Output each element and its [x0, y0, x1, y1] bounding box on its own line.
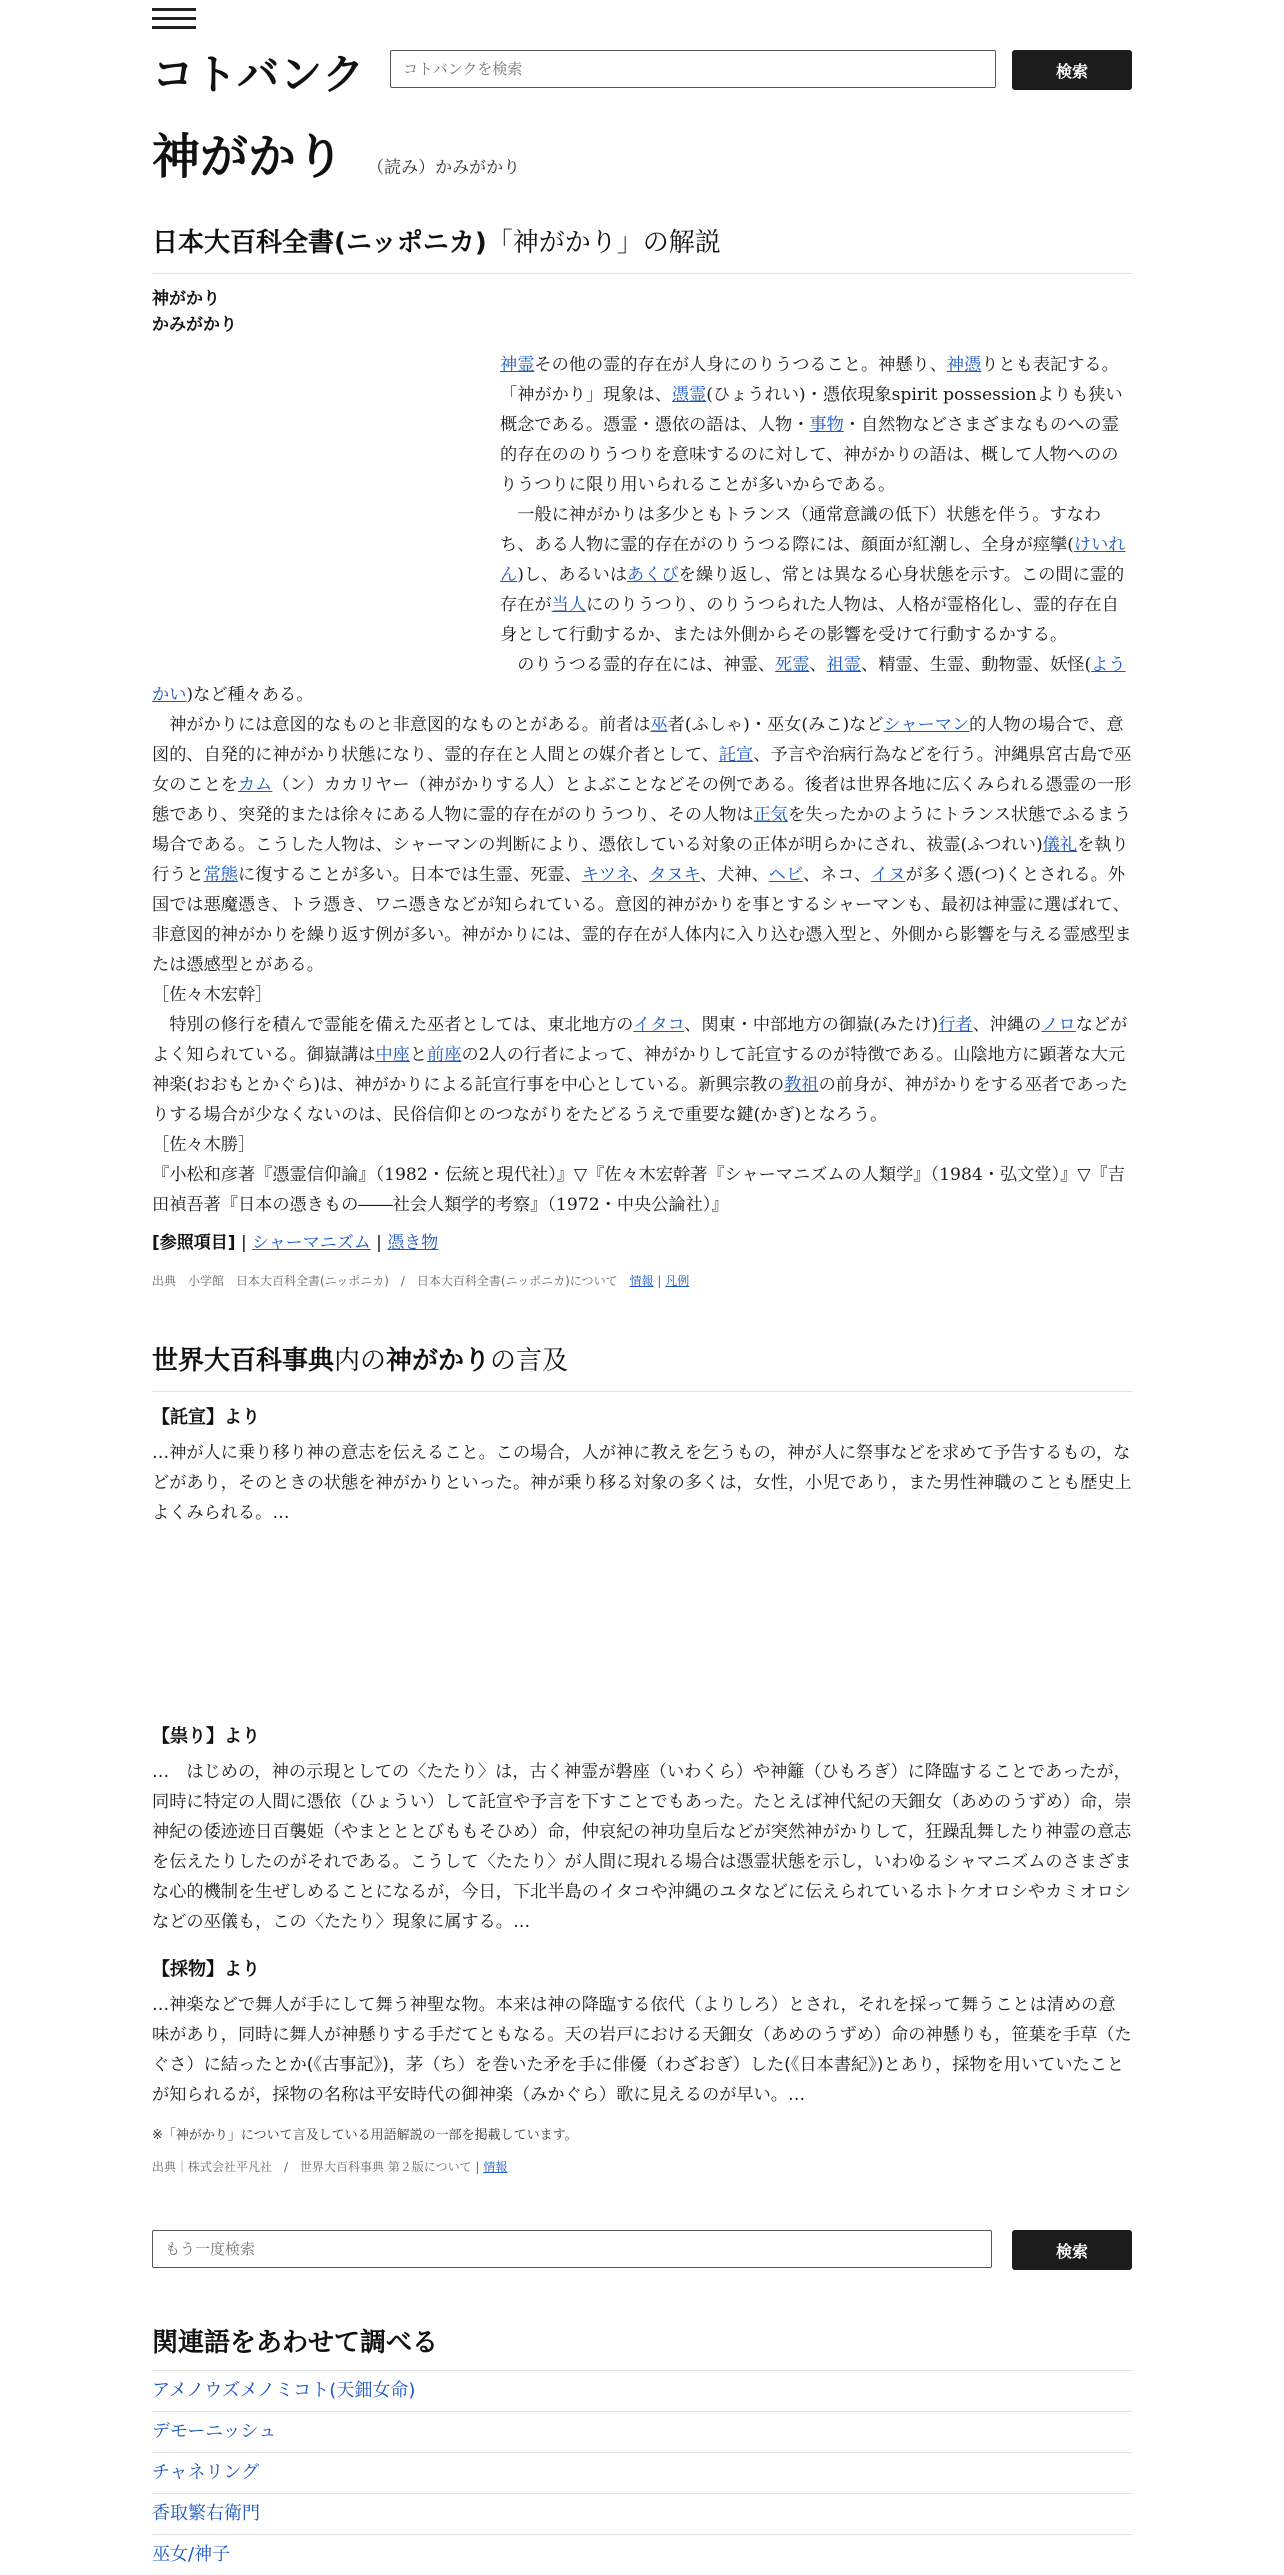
text-segment: 、: [809, 655, 827, 675]
nipponica-heading: [152, 222, 1132, 274]
mention-note: ※「神がかり」について言及している用語解説の一部を掲載しています。: [152, 2128, 578, 2143]
inline-term-link[interactable]: タヌキ: [649, 865, 700, 885]
heibonsha-heading-source: 世界大百科事典: [152, 1346, 335, 1376]
related-item: [152, 2452, 1132, 2493]
text-segment: 、精霊、生霊、動物霊、妖怪(: [861, 655, 1092, 675]
inline-term-link[interactable]: 教祖: [784, 1075, 819, 1095]
nipponica-article: [152, 350, 1132, 1220]
inline-term-link[interactable]: 常態: [203, 865, 238, 885]
inline-term-link[interactable]: キツネ: [581, 865, 632, 885]
text-segment: などがよく知られている。御嶽講は: [152, 1015, 1128, 1065]
bottom-search-input[interactable]: [152, 2230, 992, 2268]
related-link[interactable]: チャネリング: [152, 2462, 260, 2483]
text-segment: （ン）カカリヤー（神がかりする人）とよぶことなどその例である。後者は世界各地に広くみられる憑霊の一形態であり、突発的または徐々にある人物に霊的存在がのりうつり、その人物は: [152, 775, 1132, 825]
search-button[interactable]: 検索: [1012, 50, 1132, 90]
source-legend-link[interactable]: 凡例: [665, 1274, 690, 1288]
quote-text: …神楽などで舞人が手にして舞う神聖な物。本来は神の降臨する依代（よりしろ）とされ，それを採って舞うことは清めの意味があり，同時に舞人が神懸りする手だてともなる。天の岩戸における天鈿女（あめのうずめ）命の神懸りも，笹葉を手草（たぐさ）に結ったとか(《古事記》)，茅（ち）を巻いた矛を手に俳優（わざおぎ）した(《日本書紀》)とあり，採物を用いていたことが知られるが，採物の名称は平安時代の御神楽（みかぐら）歌に見えるのが早い。…: [152, 1995, 1132, 2105]
inline-term-link[interactable]: あくび: [627, 565, 679, 585]
inline-term-link[interactable]: 死霊: [775, 655, 810, 675]
heibonsha-source: [152, 2158, 507, 2175]
text-segment: 、沖縄の: [972, 1015, 1042, 1035]
source-text: 出典｜株式会社平凡社 / 世界大百科事典 第２版について |: [152, 2160, 480, 2174]
inline-term-link[interactable]: シャーマン: [883, 715, 970, 735]
nipponica-heading-source: 日本大百科全書(ニッポニカ): [152, 228, 487, 258]
inline-term-link[interactable]: 行者: [938, 1015, 973, 1035]
menu-icon[interactable]: [152, 8, 196, 32]
text-segment: の2人の行者によって、神がかりして託宣するのが特徴である。山陰地方に顕著な大元神楽(おおもとかぐら)は、神がかりによる託宣行事を中心としている。新興宗教の: [152, 1045, 1126, 1095]
inline-term-link[interactable]: 正気: [753, 805, 788, 825]
article-paragraph: [152, 710, 1132, 980]
quote-text: …神が人に乗り移り神の意志を伝えること。この場合，人が神に教えを乞うもの，神が人に祭事などを求めて予告するもの，などがあり，そのときの状態を神がかりといった。神が乗り移る対象の多くは，女性，小児であり，また男性神職のことも歴史上よくみられる。…: [152, 1443, 1132, 1523]
inline-term-link[interactable]: 託宣: [718, 745, 754, 765]
text-segment: 、犬神、: [700, 865, 769, 885]
inline-term-link[interactable]: 神憑: [946, 355, 982, 375]
text-segment: 一般に神がかりは多少ともトランス（通常意識の低下）状態を伴う。すなわち、ある人物に霊的存在がのりうつる際には、顔面が紅潮し、全身が痙攣(: [500, 505, 1102, 555]
text-segment: と: [409, 1045, 428, 1065]
text-segment: りとも表記する。「神がかり」現象は、: [500, 355, 1119, 405]
page-title-row: [152, 118, 520, 187]
heibonsha-heading-term: 神がかり: [386, 1346, 491, 1376]
text-segment: 的人物の場合で、意図的、自発的に神がかり状態になり、霊的存在と人間との媒介者として、: [152, 715, 1124, 765]
text-segment: にのりうつり、のりうつられた人物は、人格が霊格化し、霊的存在自身として行動するか、または外側からその影響を受けて行動するかする。: [500, 595, 1119, 645]
reference-link[interactable]: 憑き物: [387, 1233, 439, 1253]
quote-heading[interactable]: 【祟り】より: [152, 1726, 260, 1747]
author-signature: ［佐々木勝］: [152, 1135, 256, 1155]
inline-term-link[interactable]: カム: [237, 775, 273, 795]
entry-term-word: 神がかり: [152, 289, 220, 309]
text-segment: その他の霊的存在が人身にのりうつること。神懸り、: [534, 355, 947, 375]
heibonsha-heading-mid: 内の: [334, 1346, 387, 1376]
text-segment: 、ネコ、: [802, 865, 872, 885]
inline-term-link[interactable]: ようかい: [152, 655, 1126, 705]
related-item: [152, 2370, 1132, 2411]
site-logo[interactable]: コトバンク: [152, 50, 366, 99]
related-link[interactable]: 巫女/神子: [152, 2544, 231, 2565]
inline-term-link[interactable]: イヌ: [871, 865, 906, 885]
inline-term-link[interactable]: 事物: [809, 415, 844, 435]
related-link[interactable]: 香取繁右衛門: [152, 2503, 260, 2524]
related-link[interactable]: アメノウズメノミコト(天鈿女命): [152, 2380, 416, 2401]
source-text: 出典 小学館 日本大百科全書(ニッポニカ) / 日本大百科全書(ニッポニカ)について: [152, 1274, 618, 1288]
reference-label: [参照項目]: [152, 1233, 236, 1253]
text-segment: 特別の修行を積んで霊能を備えた巫者としては、東北地方の: [152, 1015, 634, 1035]
search-input[interactable]: [390, 50, 996, 88]
inline-term-link[interactable]: ヘビ: [768, 865, 803, 885]
quote-heading[interactable]: 【採物】より: [152, 1959, 260, 1980]
inline-term-link[interactable]: ノロ: [1041, 1015, 1076, 1035]
related-heading: 関連語をあわせて調べる: [152, 2328, 439, 2358]
inline-term-link[interactable]: けいれん: [500, 535, 1126, 585]
text-segment: 、予言や治病行為などを行う。沖縄県宮古島で巫女のことを: [152, 745, 1132, 795]
text-segment: のりうつる霊的存在には、神霊、: [500, 655, 776, 675]
nipponica-source: 出典 小学館 日本大百科全書(ニッポニカ) / 日本大百科全書(ニッポニカ)について 情報 | 凡例: [152, 1274, 690, 1288]
reference-items: [参照項目] | シャーマニズム | 憑き物: [152, 1233, 439, 1253]
text-segment: ・自然物などさまざまなものへの霊的存在ののりうつりを意味するのに対して、神がかりの語は、概して人物へののりうつりに限り用いられることが多いからである。: [500, 415, 1119, 495]
author-signature: ［佐々木宏幹］: [152, 985, 273, 1005]
text-segment: 神がかりには意図的なものと非意図的なものとがある。前者は: [152, 715, 651, 735]
text-segment: に復することが多い。日本では生霊、死霊、: [237, 865, 582, 885]
page-title: 神がかり: [152, 129, 345, 185]
related-item: [152, 2411, 1132, 2452]
text-segment: が多く憑(つ)くとされる。外国では悪魔憑き、トラ憑き、ワニ憑きなどが知られている。意図的神がかりを事とするシャーマンも、最初は神霊に選ばれて、非意図的神がかりを繰り返す例が多い。神がかりには、霊的存在が人体内に入り込む憑入型と、外側から影響を与える霊感型または憑感型とがある。: [152, 865, 1132, 975]
text-segment: 者(ふしゃ)・巫女(みこ)など: [667, 715, 884, 735]
inline-term-link[interactable]: 当人: [551, 595, 586, 615]
bottom-search-button[interactable]: 検索: [1012, 2230, 1132, 2270]
entry-term: [152, 286, 237, 338]
reference-link[interactable]: シャーマニズム: [252, 1233, 371, 1253]
related-item: [152, 2493, 1132, 2534]
quote-heading[interactable]: 【託宣】より: [152, 1407, 260, 1428]
source-info-link[interactable]: 情報: [629, 1274, 654, 1288]
related-link[interactable]: デモーニッシュ: [152, 2421, 277, 2442]
heibonsha-heading: [152, 1340, 1132, 1392]
source-info-link[interactable]: 情報: [483, 2160, 508, 2174]
related-list: [152, 2370, 1132, 2575]
article-paragraph: [152, 1010, 1132, 1130]
related-item: [152, 2534, 1132, 2575]
inline-term-link[interactable]: イタコ: [633, 1015, 685, 1035]
text-segment: を執り行うと: [152, 835, 1129, 885]
inline-term-link[interactable]: 祖霊: [826, 655, 861, 675]
inline-term-link[interactable]: 憑霊: [671, 385, 707, 405]
nipponica-heading-rest: 「神がかり」の解説: [486, 228, 721, 258]
inline-term-link[interactable]: 神霊: [500, 355, 535, 375]
title-reading: （読み）かみがかり: [367, 158, 521, 178]
text-segment: )など種々ある。: [186, 685, 314, 705]
inline-term-link[interactable]: 巫: [650, 715, 668, 735]
heibonsha-heading-end: の言及: [490, 1346, 569, 1376]
bibliography: 『小松和彦著『憑霊信仰論』（1982・伝統と現代社）』▽『佐々木宏幹著『シャーマニズムの人類学』（1984・弘文堂）』▽『吉田禎吾著『日本の憑きもの――社会人類学的考察』（1972・中央公論社）』: [152, 1165, 1125, 1215]
inline-term-link[interactable]: 中座: [375, 1045, 410, 1065]
text-segment: を繰り返し、常とは異なる心身状態を示す。この間に霊的存在が: [500, 565, 1125, 615]
inline-term-link[interactable]: 前座: [427, 1045, 462, 1065]
text-segment: (ひょうれい)・憑依現象spirit possessionよりも狭い概念である。憑霊・憑依の語は、人物・: [500, 385, 1123, 435]
text-segment: 、関東・中部地方の御嶽(みたけ): [684, 1015, 939, 1035]
text-segment: 、: [631, 865, 650, 885]
text-segment: )し、あるいは: [517, 565, 628, 585]
inline-term-link[interactable]: 儀礼: [1042, 835, 1078, 855]
text-segment: の前身が、神がかりをする巫者であったりする場合が少なくないのは、民俗信仰とのつながりをたどるうえで重要な鍵(かぎ)となろう。: [152, 1075, 1128, 1125]
quote-text: … はじめの，神の示現としての〈たたり〉は，古く神霊が磐座（いわくら）や神籬（ひもろぎ）に降臨することであったが，同時に特定の人間に憑依（ひょうい）して託宣や予言を下すことでもあった。たとえば神代紀の天鈿女（あめのうずめ）命，崇神紀の倭迹迹日百襲姫（やまとととびももそひめ）命，仲哀紀の神功皇后などが突然神がかりして，狂躁乱舞したり神霊の意志を伝えたりしたのがそれである。こうして〈たたり〉が人間に現れる場合は憑霊状態を示し，いわゆるシャマニズムのさまざまな心的機制を生ぜしめることになるが，今日，下北半島のイタコや沖縄のユタなどに伝えられているホトケオロシやカミオロシなどの巫儀も，この〈たたり〉現象に属する。…: [152, 1762, 1132, 1932]
entry-term-reading: かみがかり: [152, 315, 237, 335]
text-segment: を失ったかのようにトランス状態でふるまう場合である。こうした人物は、シャーマンの判断により、憑依している対象の正体が明らかにされ、祓霊(ふつれい): [152, 805, 1132, 855]
